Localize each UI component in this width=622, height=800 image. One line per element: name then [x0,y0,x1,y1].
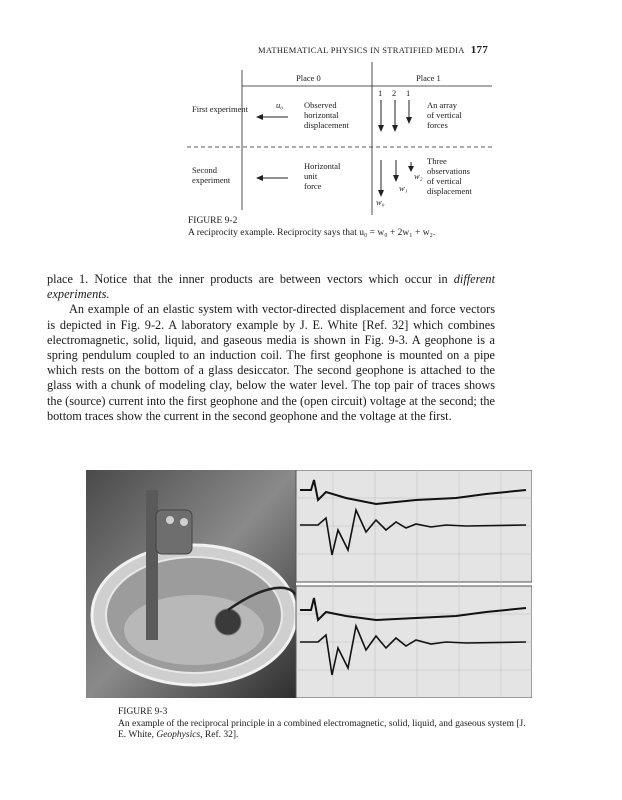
column-number-1: 1 [378,88,383,98]
array-arrow-3 [406,117,412,124]
figure-9-3-caption-body [118,719,528,742]
figure-9-3-caption-part2: , Ref. 32]. [200,730,239,740]
paragraph-1-italic: different experiments. [47,272,495,302]
figure-9-3-caption-title: FIGURE 9-3 [118,707,168,717]
array-line-2: of vertical [427,110,462,120]
w2-symbol: w₂ [414,171,423,181]
array-line-3: forces [427,120,448,130]
array-line-1: An array [427,100,457,110]
unit-force-line-1: Horizontal [304,161,341,171]
three-obs-line-4: displacement [427,186,472,196]
figure-9-3-caption-part1: An example of the reciprocal principle in a combined electromagnetic, solid, liquid, and gaseous system [J. E. White, [118,718,526,740]
place1-label: Place 1 [416,73,441,83]
figure-9-3-caption-journal: Geophysics [156,730,201,740]
observed-line-3: displacement [304,120,349,130]
figure-9-2-caption-title: FIGURE 9-2 [188,216,238,226]
observed-displacement-text [304,100,349,130]
w1-symbol: w₁ [399,183,408,193]
w0-symbol: w₀ [376,197,385,207]
array-arrow-1 [378,125,384,132]
figure-9-3-photo [86,470,532,698]
three-obs-line-2: observations [427,166,470,176]
unit-force-line-2: unit [304,171,318,181]
obs-arrow-w0 [378,190,384,197]
figure-9-2-caption-text: A reciprocity example. Reciprocity says that u₀ = w₀ + 2w₁ + w₂. [188,228,436,238]
observed-line-1: Observed [304,100,337,110]
page-number: 177 [470,44,489,56]
body-text [47,272,495,424]
running-title: MATHEMATICAL PHYSICS IN STRATIFIED MEDIA [258,45,465,55]
figure-9-3-caption [118,707,528,742]
obs-arrow-w1 [393,175,399,182]
observed-line-2: horizontal [304,110,339,120]
force-arrowhead [256,175,263,181]
unit-force-text [304,161,340,191]
array-arrow-2 [392,125,398,132]
paragraph-1-text: place 1. Notice that the inner products are between vectors which occur in [47,272,454,286]
unit-force-line-3: force [304,181,322,191]
u0-arrowhead [256,114,263,120]
three-obs-line-1: Three [427,156,447,166]
first-experiment-label: First experiment [192,104,248,114]
figure-9-3-image [86,470,532,698]
u0-symbol: u₀ [276,100,284,110]
second-experiment-label: Second experiment [192,165,231,185]
paragraph-1 [47,272,495,302]
paragraph-2: An example of an elastic system with vector-directed displacement and force vectors is depicted in Fig. 9-2. A laboratory example by J. E. White [Ref. 32] which combines electromagnetic, solid, liquid, and gaseous media is shown in Fig. 9-3. A geophone is a spring pendulum coupled to an induction coil. The first geophone is mounted on a pipe which rests on the bottom of a glass desiccator. The second geophone is attached to the glass with a chunk of modeling clay, below the water level. The top pair of traces shows the (source) current into the first geophone and the (open circuit) voltage at the second; the bottom traces show the current in the second geophone and the voltage at the first. [47,302,495,423]
three-observations-text [427,156,472,196]
column-number-3: 1 [406,88,411,98]
place0-label: Place 0 [296,73,321,83]
three-obs-line-3: of vertical [427,176,462,186]
array-of-forces-text [427,100,462,130]
column-number-2: 2 [392,88,397,98]
